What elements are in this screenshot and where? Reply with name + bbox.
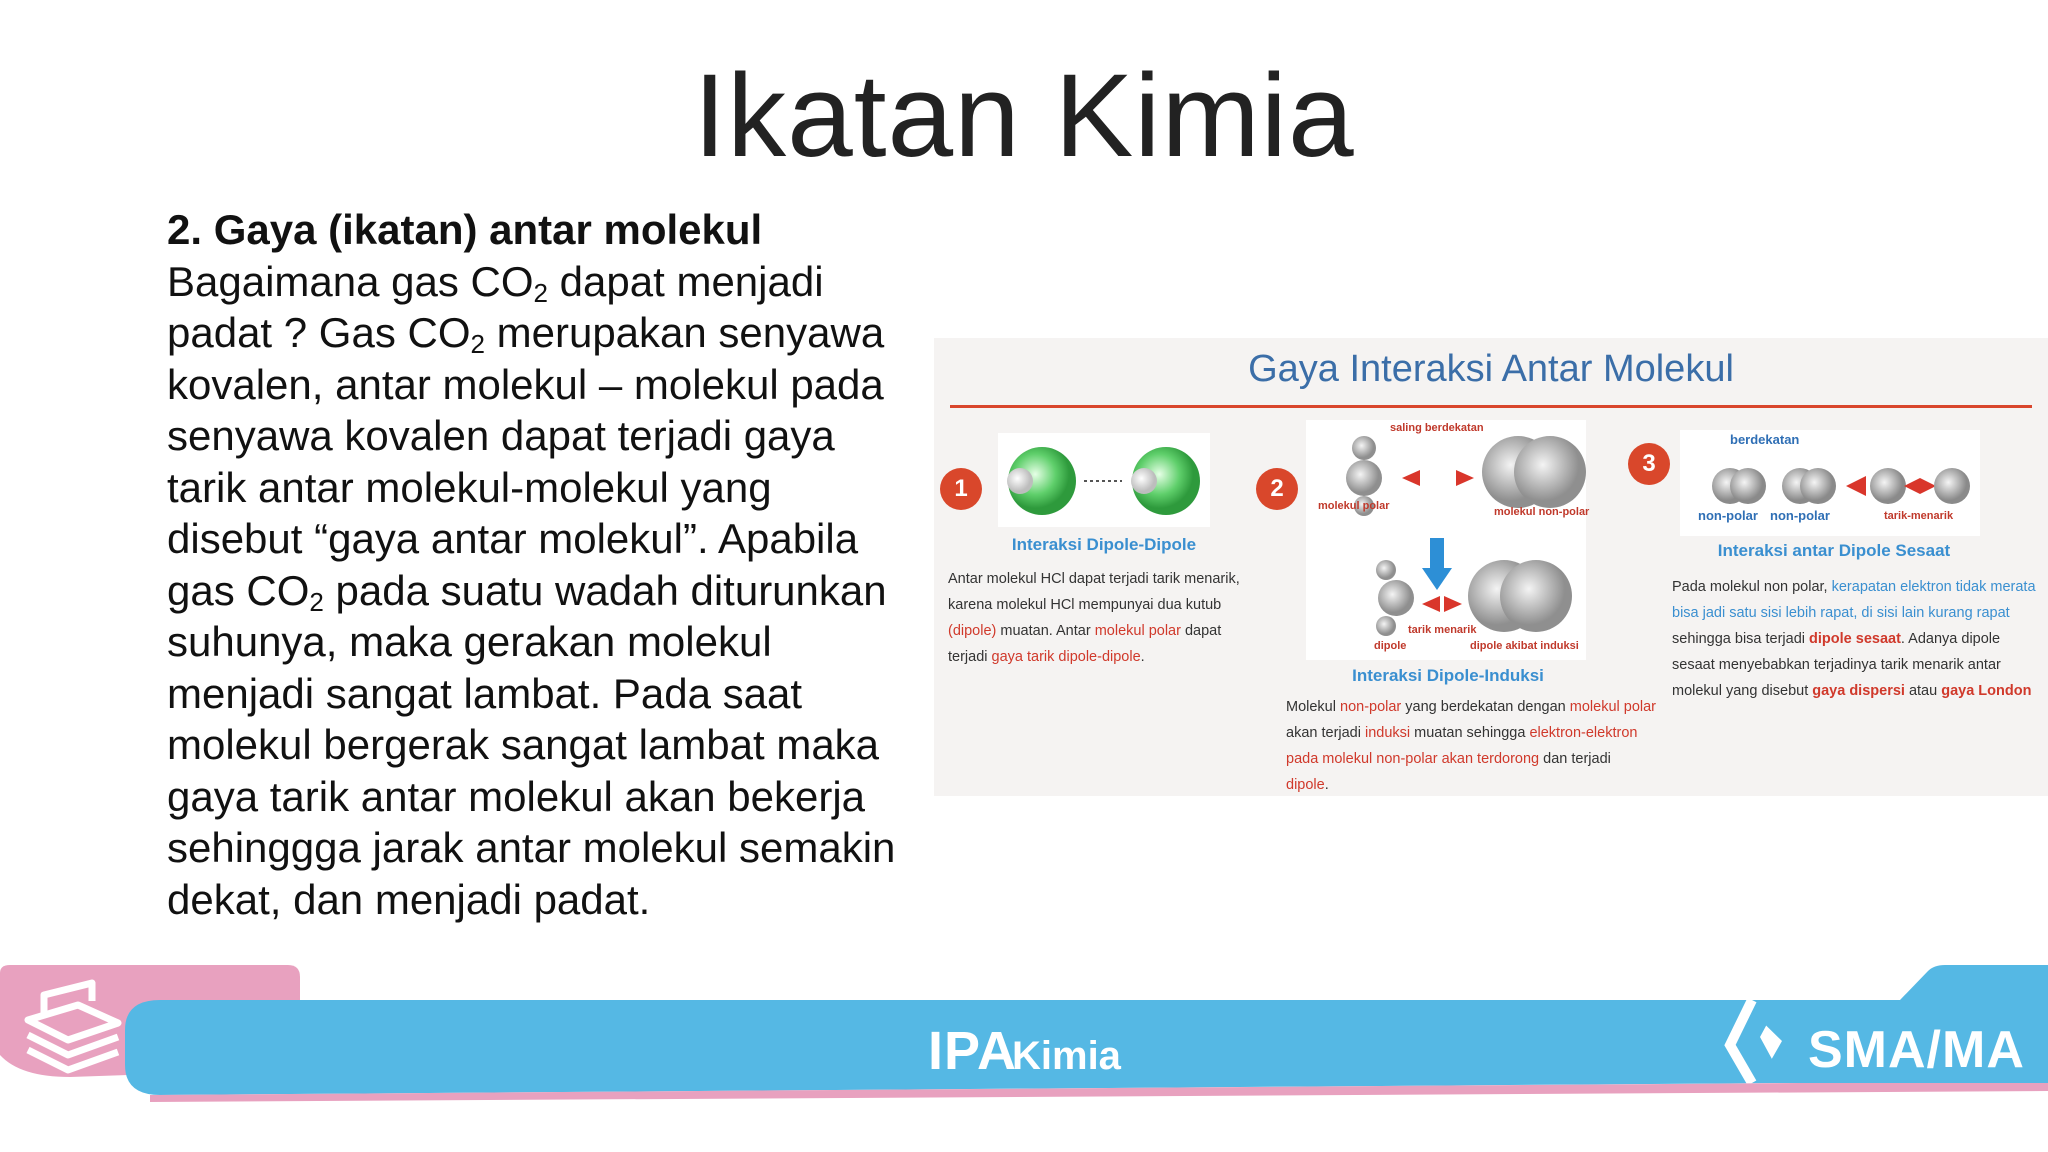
- desc-text: yang berdekatan dengan: [1401, 699, 1570, 715]
- body-text: [167, 204, 907, 925]
- hcl-molecules-icon: [998, 433, 1210, 527]
- desc-text: .: [1140, 649, 1145, 665]
- figure-divider: [950, 405, 2032, 408]
- desc-text: Pada molekul non polar,: [1672, 579, 1832, 595]
- desc-highlight: elektron-elektron pada molekul non-polar akan terdorong: [1286, 725, 1638, 767]
- desc-highlight: molekul polar: [1569, 699, 1657, 715]
- subscript-2: 2: [309, 586, 324, 617]
- label-non-polar-2: non-polar: [1770, 508, 1830, 523]
- body-part-4: pada suatu wadah diturunkan suhunya, maka gerakan molekul menjadi sangat lambat. Pada saat molekul bergerak sangat lambat maka gaya tarik antar molekul akan bekerja sehinggga jarak antar molekul semakin dekat, dan menjadi padat.: [167, 566, 896, 923]
- desc-highlight: (dipole): [948, 623, 997, 639]
- desc-highlight: gaya tarik dipole-dipole: [991, 649, 1141, 665]
- label-non-polar-1: non-polar: [1698, 508, 1758, 523]
- label-molekul-nonpolar: molekul non-polar: [1494, 506, 1590, 518]
- body-part-3: merupakan senyawa kovalen, antar molekul – molekul pada senyawa kovalen dapat terjadi gaya tarik antar molekul-molekul yang disebut “gaya antar molekul”. Apabila gas CO: [167, 309, 885, 614]
- desc-text: .: [1324, 777, 1329, 793]
- desc-text: . Adanya dipole sesaat menyebabkan terjadinya tarik menarik antar molekul yang disebut: [1672, 631, 2001, 699]
- desc-text: muatan sehingga: [1410, 725, 1530, 741]
- desc-highlight: gaya dispersi: [1812, 683, 1905, 699]
- panel-1-description: [948, 566, 1258, 670]
- footer-subject-kimia: Kimia: [1012, 1034, 1121, 1078]
- desc-highlight: gaya London: [1941, 683, 2032, 699]
- desc-text: dapat terjadi: [948, 623, 1222, 665]
- label-saling-berdekatan: saling berdekatan: [1390, 422, 1484, 434]
- body-part-2: dapat menjadi padat ? Gas CO: [167, 257, 824, 356]
- desc-highlight: non-polar: [1340, 699, 1402, 715]
- panel-3-caption: Interaksi antar Dipole Sesaat: [1717, 541, 1951, 560]
- dipole-dipole-illustration: [998, 433, 1210, 527]
- subscript-2: 2: [533, 277, 549, 308]
- footer-level: SMA/MA: [1808, 1021, 2025, 1079]
- desc-text: muatan. Antar: [996, 623, 1095, 639]
- label-dipole: dipole: [1374, 640, 1407, 652]
- desc-text: sehingga bisa terjadi: [1672, 631, 1810, 647]
- label-berdekatan: berdekatan: [1730, 432, 1800, 447]
- footer-subject-ipa: IPA: [928, 1021, 1018, 1081]
- label-molekul-polar: molekul polar: [1318, 500, 1390, 512]
- panel-2-number: 2: [1256, 468, 1298, 510]
- desc-text: atau: [1904, 683, 1942, 699]
- body-part-1: Bagaimana gas CO: [167, 257, 534, 305]
- panel-1-number: 1: [940, 468, 982, 510]
- panel-2-description: [1286, 694, 1656, 798]
- desc-highlight: dipole sesaat: [1809, 631, 1901, 647]
- label-tarik-menarik: tarik menarik: [1408, 624, 1477, 636]
- panel-1-caption: Interaksi Dipole-Dipole: [1011, 535, 1197, 554]
- subscript-2: 2: [470, 329, 485, 359]
- desc-text: dan terjadi: [1539, 751, 1611, 767]
- slide-title: Ikatan Kimia: [693, 50, 1355, 182]
- molecular-interaction-figure: [934, 338, 2048, 796]
- section-heading: 2. Gaya (ikatan) antar molekul: [167, 206, 763, 253]
- desc-highlight: kerapatan elektron tidak merata bisa jadi satu sisi lebih rapat, di sisi lain kurang rapat: [1672, 579, 2036, 621]
- desc-text: Molekul: [1286, 699, 1340, 715]
- panel-3-number: 3: [1628, 443, 1670, 485]
- label-dipole-akibat-induksi: dipole akibat induksi: [1470, 640, 1579, 652]
- desc-highlight: dipole: [1286, 777, 1325, 793]
- desc-text: akan terjadi: [1286, 725, 1365, 741]
- figure-title: Gaya Interaksi Antar Molekul: [1248, 348, 1734, 390]
- desc-highlight: induksi: [1365, 725, 1411, 741]
- label-tarik-menarik-3: tarik-menarik: [1884, 510, 1954, 522]
- desc-highlight: molekul polar: [1094, 623, 1181, 639]
- panel-2-caption: Interaksi Dipole-Induksi: [1352, 666, 1544, 685]
- panel-3-description: [1672, 574, 2044, 704]
- desc-text: Antar molekul HCl dapat terjadi tarik menarik, karena molekul HCl mempunyai dua kutub: [948, 571, 1240, 613]
